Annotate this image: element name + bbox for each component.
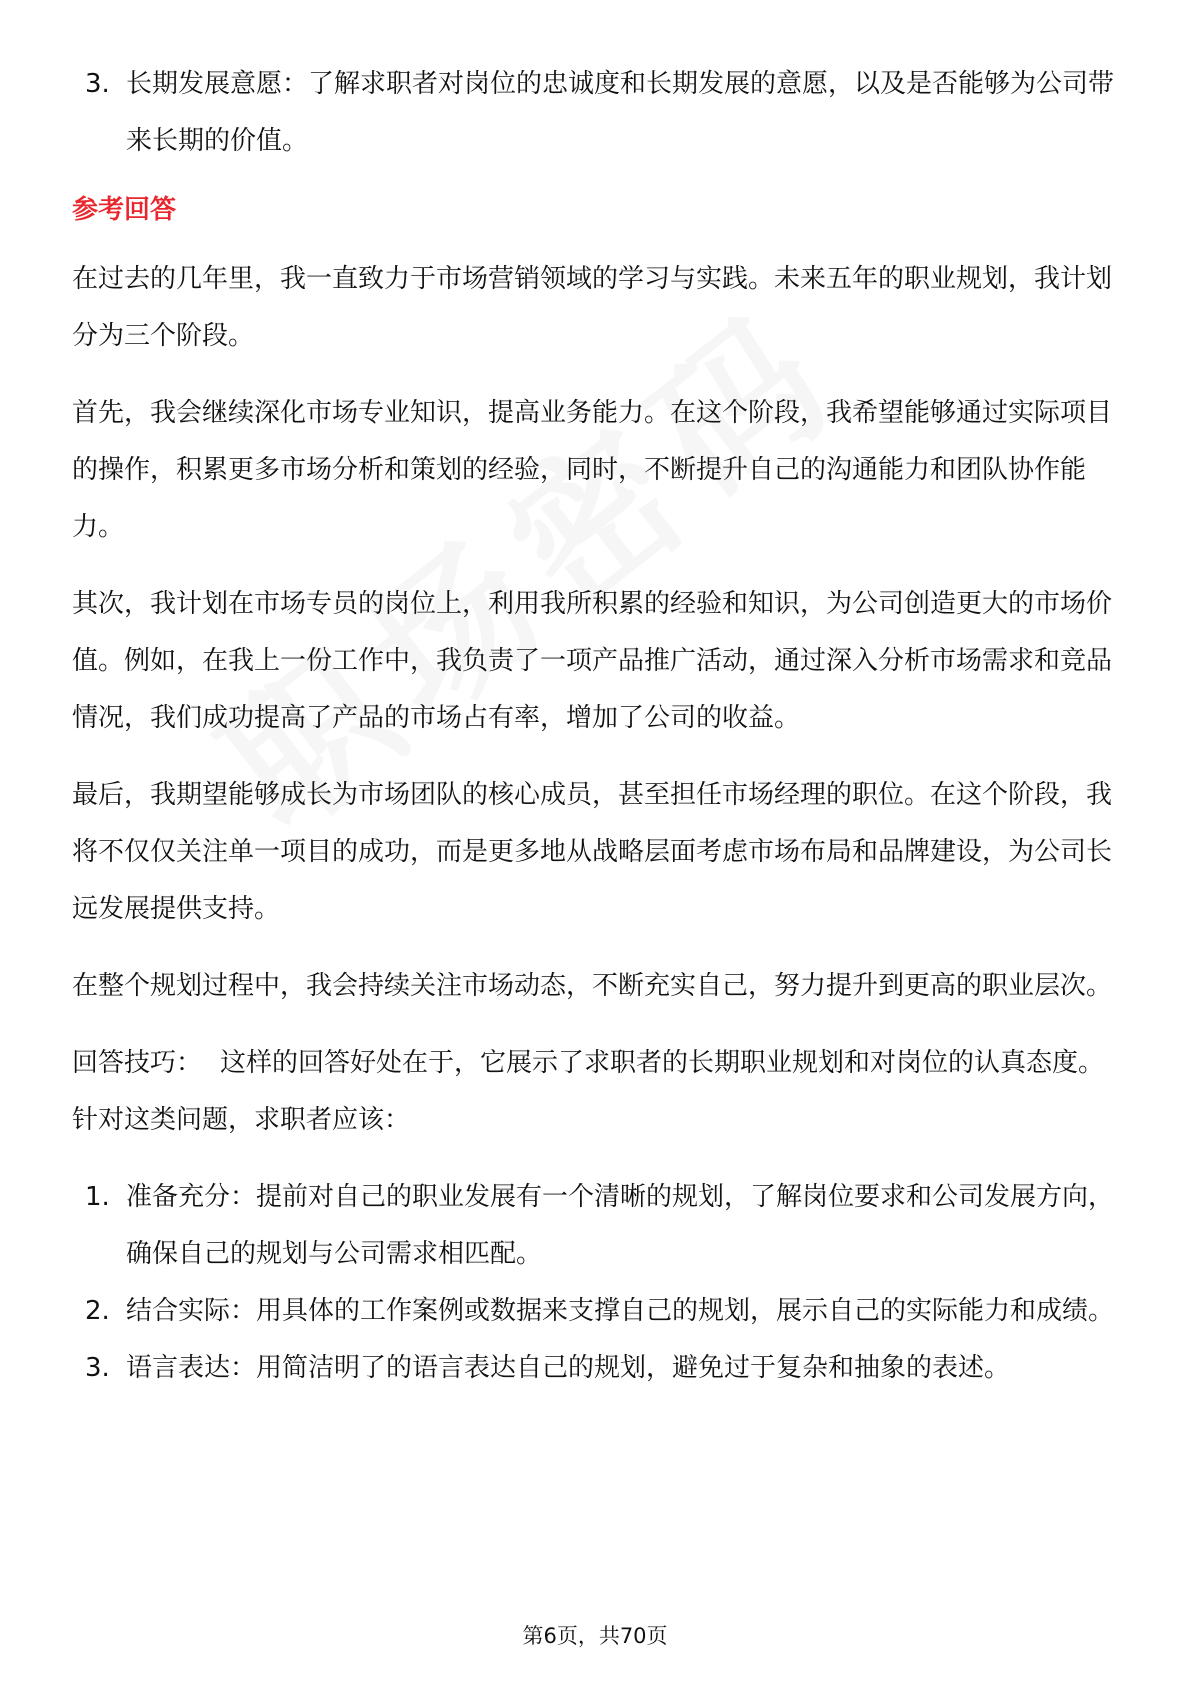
paragraph: 首先，我会继续深化市场专业知识，提高业务能力。在这个阶段，我希望能够通过实际项目的操作，积累更多市场分析和策划的经验，同时，不断提升自己的沟通能力和团队协作能力。 [72,398,1113,542]
paragraph: 最后，我期望能够成长为市场团队的核心成员，甚至担任市场经理的职位。在这个阶段，我将不仅仅关注单一项目的成功，而是更多地从战略层面考虑市场布局和品牌建设，为公司长远发展提供支持。 [72,780,1113,924]
list-text: 准备充分：提前对自己的职业发展有一个清晰的规划，了解岗位要求和公司发展方向，确保自己的规划与公司需求相匹配。 [126,1182,1115,1269]
top-list [72,56,1122,170]
section-title: 参考回答 [72,195,177,225]
tips-paragraph [72,1035,1122,1149]
paragraph: 在整个规划过程中，我会持续关注市场动态，不断充实自己，努力提升到更高的职业层次。 [72,971,1113,1001]
tips-text: 这样的回答好处在于，它展示了求职者的长期职业规划和对岗位的认真态度。针对这类问题，求职者应该： [72,1048,1105,1135]
list-item [72,1340,1122,1397]
document-body [72,56,1122,1397]
page-footer: 第6页，共70页 [522,1624,668,1648]
list-text: 语言表达：用简洁明了的语言表达自己的规划，避免过于复杂和抽象的表述。 [126,1353,1011,1383]
list-number: 1. [85,1182,110,1212]
list-number: 3. [85,1353,110,1383]
list-item [72,56,1122,170]
list-number: 3. [85,69,110,99]
list-text: 结合实际：用具体的工作案例或数据来支撑自己的规划，展示自己的实际能力和成绩。 [126,1296,1115,1326]
list-item [72,1283,1122,1340]
paragraph: 其次，我计划在市场专员的岗位上，利用我所积累的经验和知识，为公司创造更大的市场价值。例如，在我上一份工作中，我负责了一项产品推广活动，通过深入分析市场需求和竞品情况，我们成功提高了产品的市场占有率，增加了公司的收益。 [72,589,1113,733]
list-number: 2. [85,1296,110,1326]
list-item [72,1169,1122,1283]
tips-label: 回答技巧： [72,1048,203,1078]
list-text: 长期发展意愿：了解求职者对岗位的忠诚度和长期发展的意愿，以及是否能够为公司带来长期的价值。 [126,69,1115,156]
tips-list [72,1169,1122,1397]
paragraph: 在过去的几年里，我一直致力于市场营销领域的学习与实践。未来五年的职业规划，我计划分为三个阶段。 [72,264,1113,351]
